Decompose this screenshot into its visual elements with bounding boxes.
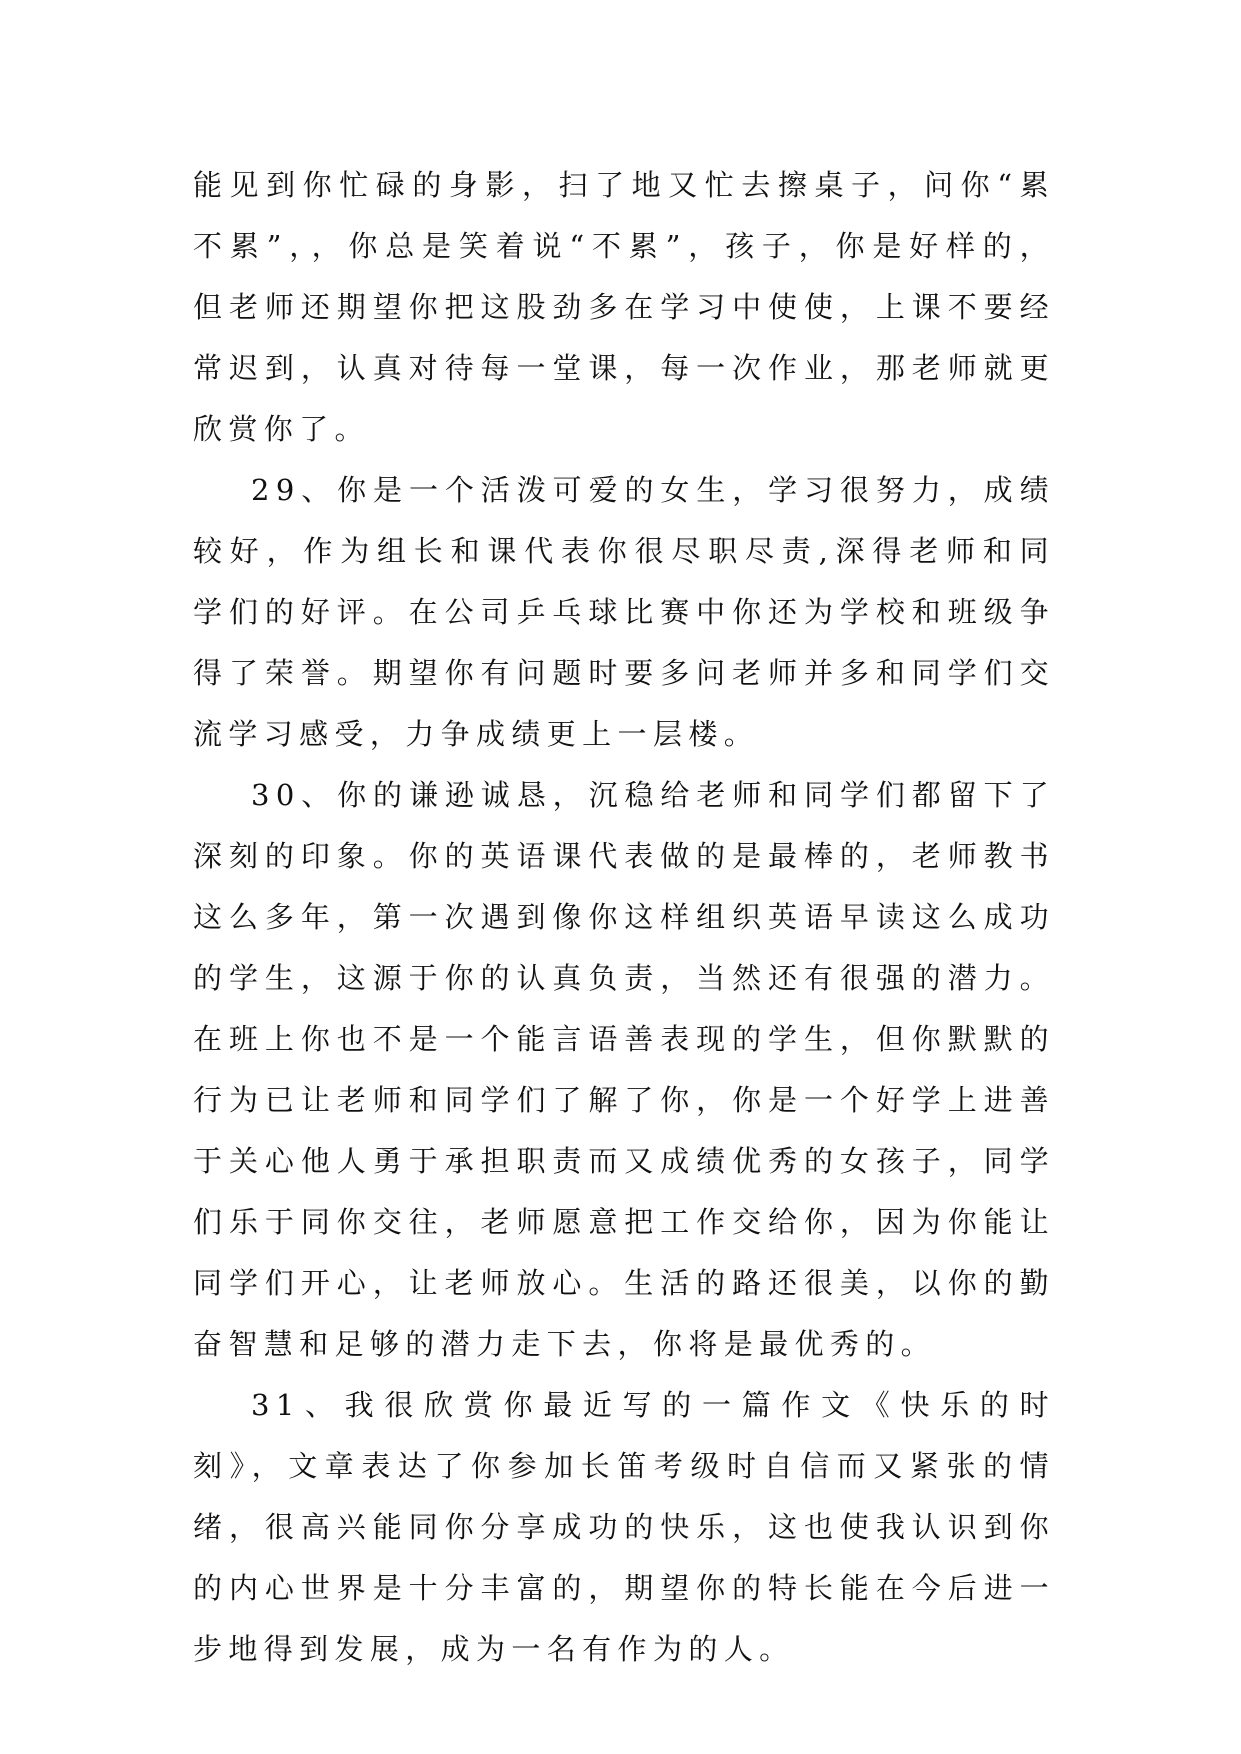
paragraph-30: 30、你的谦逊诚恳，沉稳给老师和同学们都留下了深刻的印象。你的英语课代表做的是最棒的，老师教书这么多年，第一次遇到像你这样组织英语早读这么成功的学生，这源于你的认真负责，当然还有很强的潜力。在班上你也不是一个能言语善表现的学生，但你默默的行为已让老师和同学们了解了你，你是一个好学上进善于关心他人勇于承担职责而又成绩优秀的女孩子，同学们乐于同你交往，老师愿意把工作交给你，因为你能让同学们开心，让老师放心。生活的路还很美，以你的勤奋智慧和足够的潜力走下去，你将是最优秀的。 <box>193 778 1055 1361</box>
document-body <box>193 155 1055 1680</box>
paragraph-continuation: 能见到你忙碌的身影，扫了地又忙去擦桌子，问你“累不累”，，你总是笑着说“不累”，孩子，你是好样的，但老师还期望你把这股劲多在学习中使使，上课不要经常迟到，认真对待每一堂课，每一次作业，那老师就更欣赏你了。 <box>193 168 1055 446</box>
paragraph-31: 31、我很欣赏你最近写的一篇作文《快乐的时刻》，文章表达了你参加长笛考级时自信而又紧张的情绪，很高兴能同你分享成功的快乐，这也使我认识到你的内心世界是十分丰富的，期望你的特长能在今后进一步地得到发展，成为一名有作为的人。 <box>193 1388 1055 1666</box>
paragraph-29: 29、你是一个活泼可爱的女生，学习很努力，成绩较好，作为组长和课代表你很尽职尽责,深得老师和同学们的好评。在公司乒乓球比赛中你还为学校和班级争得了荣誉。期望你有问题时要多问老师并多和同学们交流学习感受，力争成绩更上一层楼。 <box>193 473 1055 751</box>
